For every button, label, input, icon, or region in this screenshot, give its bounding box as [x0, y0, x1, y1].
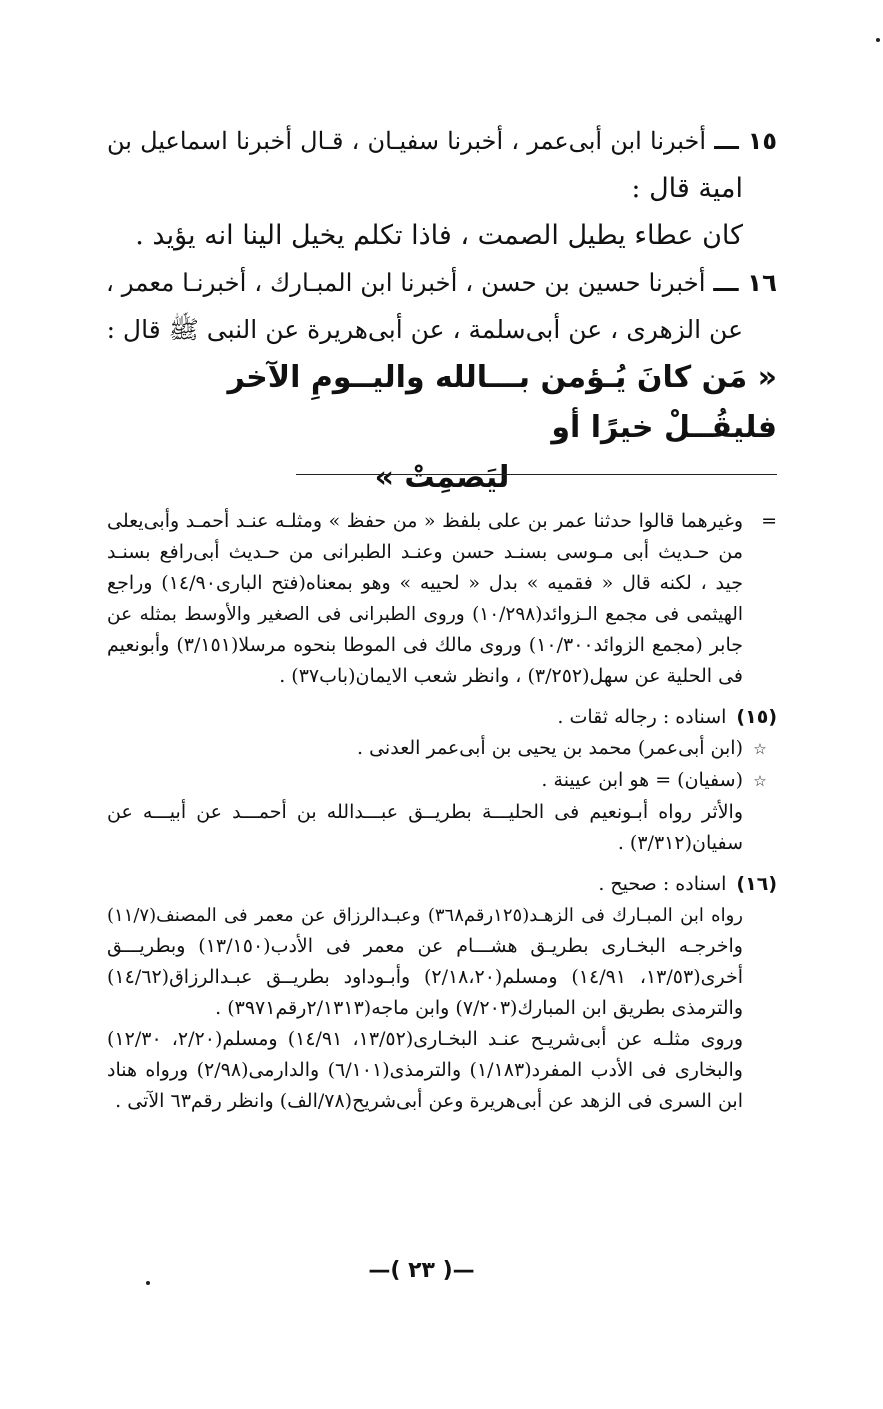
- hadith-16-quote-1: « مَن كانَ يُـؤمن بـــالله واليــومِ الآخر فليقُــلْ خيرًا أو: [227, 360, 777, 445]
- hadith-15-number: ١٥ ـــ: [714, 127, 777, 155]
- page-number: —( ٢٣ )—: [368, 1258, 475, 1283]
- main-text: [107, 118, 777, 503]
- hadith-15-line-1: [107, 118, 777, 165]
- footnote-15-line-2: سفيان(٣/٣١٢) .: [617, 832, 743, 854]
- speck-top-right: [876, 38, 880, 42]
- footnote-15-number: (١٥): [736, 706, 777, 728]
- footnote-16-line-2: واخرجـه البخـارى بطريـق هشـــام عن معمر فى الأدب(١٣/١٥٠) وبطريـــق: [107, 935, 743, 957]
- footnote-prev-line-6: فى الحلية عن سهل(٣/٢٥٢) ، وانظر شعب الايمان(باب٣٧) .: [279, 665, 743, 687]
- footnote-16-line-5: وروى مثلـه عن أبى‌شريـح عنـد البخـارى(١٣/٥٢، ١٤/٩١) ومسلم(٢/٢٠، ١٢/٣٠): [107, 1028, 743, 1050]
- footnote-15-star-2-text: (سفيان) = هو ابن عيينة .: [541, 769, 743, 791]
- continuation-marker: =: [761, 510, 777, 532]
- footnote-prev-text-1: وغيرهما قالوا حدثنا عمر بن على بلفظ « من حفظ » ومثلـه عنـد أحمـد وأبى‌يعلى: [107, 510, 743, 532]
- footnote-prev-line-5: جابر (مجمع الزوائد١٠/٣٠٠) وروى مالك فى الموطا بنحوه مرسلا(٣/١٥١) وأبونعيم: [107, 634, 743, 656]
- footnote-16-line-6: والبخارى فى الأدب المفرد(١/١٨٣) والترمذى(٦/١٠١) والدارمى(٢/٩٨) ورواه هناد: [107, 1059, 743, 1081]
- footnotes: [107, 506, 777, 1117]
- footnote-15-star-2: [107, 765, 777, 797]
- footnote-16-number: (١٦): [736, 873, 777, 895]
- footnote-prev-line-1: [107, 506, 777, 537]
- footnote-15-heading: [107, 702, 777, 733]
- footnote-prev-line-4: الهيثمى فى مجمع الـزوائد(١٠/٢٩٨) وروى الطبرانى فى الصغير والأوسط بمثله عن: [107, 604, 744, 625]
- footnote-separator: [296, 474, 777, 475]
- hadith-16-number: ١٦ ـــ: [713, 268, 777, 297]
- footnote-prev-line-2: من حـديث أبى مـوسى بسنـد حسن وعنـد الطبرانى من حـديث أبى‌رافع بسنـد: [107, 541, 743, 563]
- footnote-prev-line-3: جيد ، لكنه قال « فقميه » بدل « لحييه » وهو بمعناه(فتح البارى١٤/٩٠) وراجع: [107, 572, 743, 594]
- footnote-15-star-1: [107, 733, 777, 765]
- hadith-15-text-1: أخبرنا ابن أبى‌عمر ، أخبرنا سفيـان ، قـال أخبرنا اسماعيل بن: [107, 127, 706, 155]
- footnote-15-line-1: والأثر رواه أبـونعيم فى الحليـــة بطريــق عبـــدالله بن أحمـــد عن أبيـــه عن: [107, 801, 743, 823]
- footnote-16-isnad: اسناده : صحيح .: [598, 873, 727, 895]
- footnote-16-line-1: رواه ابن المبـارك فى الزهـد(١٢٥رقم٣٦٨) وعبـدالرزاق عن معمر فى المصنف(١١/٧): [107, 905, 744, 926]
- footnote-16-line-3: أخرى(١٣/٥٣، ١٤/٩١) ومسلم(٢/١٨،٢٠) وأبـوداود بطريــق عبـدالرزاق(١٤/٦٢): [107, 966, 743, 988]
- footnote-16-line-7: ابن السرى فى الزهد عن أبى‌هريرة وعن أبى‌شريح(٧٨/الف) وانظر رقم٦٣ الآتى .: [115, 1090, 743, 1112]
- footnote-16-heading: [107, 869, 777, 900]
- hadith-15-line-3: كان عطاء يطيل الصمت ، فاذا تكلم يخيل الينا انه يؤيد .: [135, 220, 743, 251]
- star-icon: ☆: [753, 772, 767, 790]
- footnote-15-isnad: اسناده : رجاله ثقات .: [557, 706, 727, 728]
- hadith-16-line-1: [107, 259, 777, 306]
- star-icon: ☆: [753, 740, 767, 758]
- hadith-16-text-1: أخبرنا حسين بن حسن ، أخبرنا ابن المبـارك ، أخبرنـا معمر ،: [106, 268, 706, 297]
- hadith-16-line-2: عن الزهرى ، عن أبى‌سلمة ، عن أبى‌هريرة عن النبى ﷺ قال :: [106, 315, 743, 344]
- hadith-16-quote-2: ليَصمِتْ »: [374, 460, 510, 495]
- footnote-15-star-1-text: (ابن أبى‌عمر) محمد بن يحيى بن أبى‌عمر العدنى .: [357, 737, 743, 759]
- footnote-16-line-4: والترمذى بطريق ابن المبارك(٧/٢٠٣) وابن ماجه(٢/١٣١٣رقم٣٩٧١) .: [215, 997, 743, 1019]
- hadith-15-line-2: امية قال :: [631, 173, 743, 204]
